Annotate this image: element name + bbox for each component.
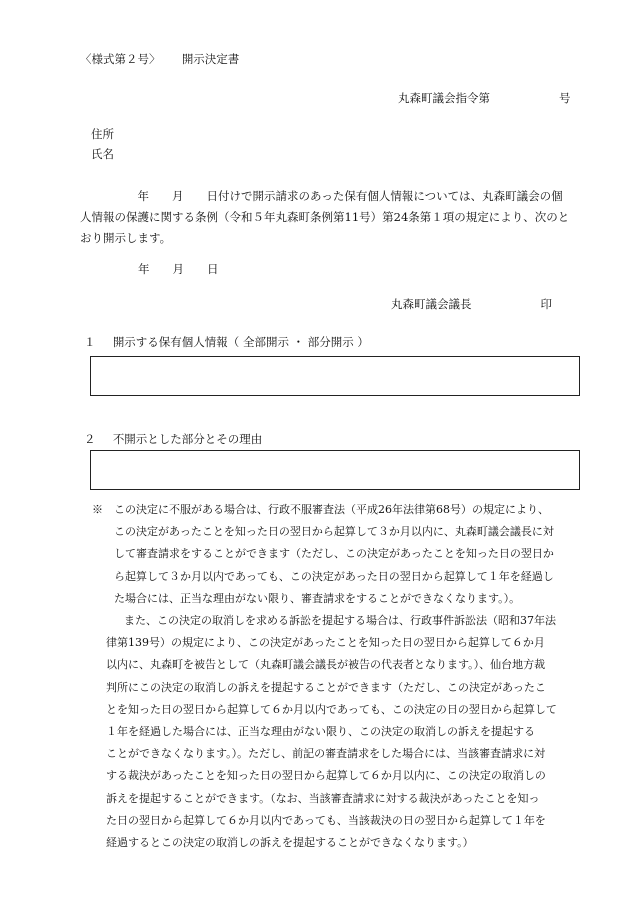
notice-line: ※ この決定に不服がある場合は、行政不服審査法（平成26年法律第68号）の規定により、 <box>92 503 549 516</box>
notice-line: この決定があったことを知った日の翌日から起算して３か月以内に、丸森町議会議長に対 <box>114 525 554 539</box>
notice-line: 判所にこの決定の取消しの訴えを提起することができます（ただし、この決定があったこ <box>106 680 546 694</box>
notice-line: ことができなくなります。）。ただし、前記の審査請求をした場合には、当該審査請求に対 <box>106 747 546 761</box>
intro-paragraph <box>80 186 580 249</box>
issuer-signature: 丸森町議会議長 印 <box>391 297 552 311</box>
non-disclosure-reason-box[interactable] <box>90 450 580 490</box>
notice-line: ら起算して３か月以内であっても、この決定があった日の翌日から起算して１年を経過し <box>114 569 554 583</box>
notice-line: 律第139号）の規定により、この決定があったことを知った日の翌日から起算して６か月 <box>106 636 545 650</box>
notice-line: する裁決があったことを知った日の翌日から起算して６か月以内に、この決定の取消しの <box>106 769 546 783</box>
disclosed-info-box[interactable] <box>90 356 580 396</box>
name-label: 氏名 <box>91 147 114 161</box>
form-header <box>80 51 239 67</box>
notice-line: また、この決定の取消しを求める訴訟を提起する場合は、行政事件訴訟法（昭和37年法 <box>124 614 556 628</box>
form-id: 〈様式第２号〉 <box>80 52 161 66</box>
section-2-title: 不開示とした部分とその理由 <box>112 432 263 446</box>
notice-line: １年を経過した場合には、正当な理由がない限り、この決定の取消しの訴えを提起する <box>106 725 535 739</box>
intro-line: おり開示します。 <box>80 231 172 245</box>
notice-line: 以内に、丸森町を被告として（丸森町議会議長が被告の代表者となります。）、仙台地方裁 <box>106 658 546 672</box>
date-line: 年 月 日 <box>138 262 219 276</box>
intro-line: 人情報の保護に関する条例（令和５年丸森町条例第11号）第24条第１項の規定により、次のと <box>80 210 570 224</box>
notice-line: とを知った日の翌日から起算して６か月以内であっても、この決定の日の翌日から起算して <box>106 702 557 716</box>
section-1-number: １ <box>84 335 96 349</box>
section-2-heading <box>84 431 262 447</box>
notice-line: た日の翌日から起算して６か月以内であっても、当該裁決の日の翌日から起算して１年を <box>106 813 546 827</box>
section-1-heading <box>84 334 369 350</box>
document-number: 丸森町議会指令第 号 <box>398 91 571 105</box>
address-label: 住所 <box>91 127 114 141</box>
notice-line: た場合には、正当な理由がない限り、審査請求をすることができなくなります。）。 <box>114 591 521 605</box>
appeal-notice <box>92 499 592 854</box>
notice-line: して審査請求をすることができます（ただし、この決定があったことを知った日の翌日か <box>114 547 554 561</box>
notice-line: 訴えを提起することができます。（なお、当該審査請求に対する裁決があったことを知っ <box>106 791 540 805</box>
intro-line: 年 月 日付けで開示請求のあった保有個人情報については、丸森町議会の個 <box>80 189 563 203</box>
notice-line: 経過するとこの決定の取消しの訴えを提起することができなくなります。） <box>106 836 474 850</box>
section-2-number: ２ <box>84 432 96 446</box>
document-title: 開示決定書 <box>181 52 240 66</box>
note-mark: ※ <box>92 503 103 516</box>
section-1-title: 開示する保有個人情報（ 全部開示 ・ 部分開示 ） <box>112 335 369 349</box>
